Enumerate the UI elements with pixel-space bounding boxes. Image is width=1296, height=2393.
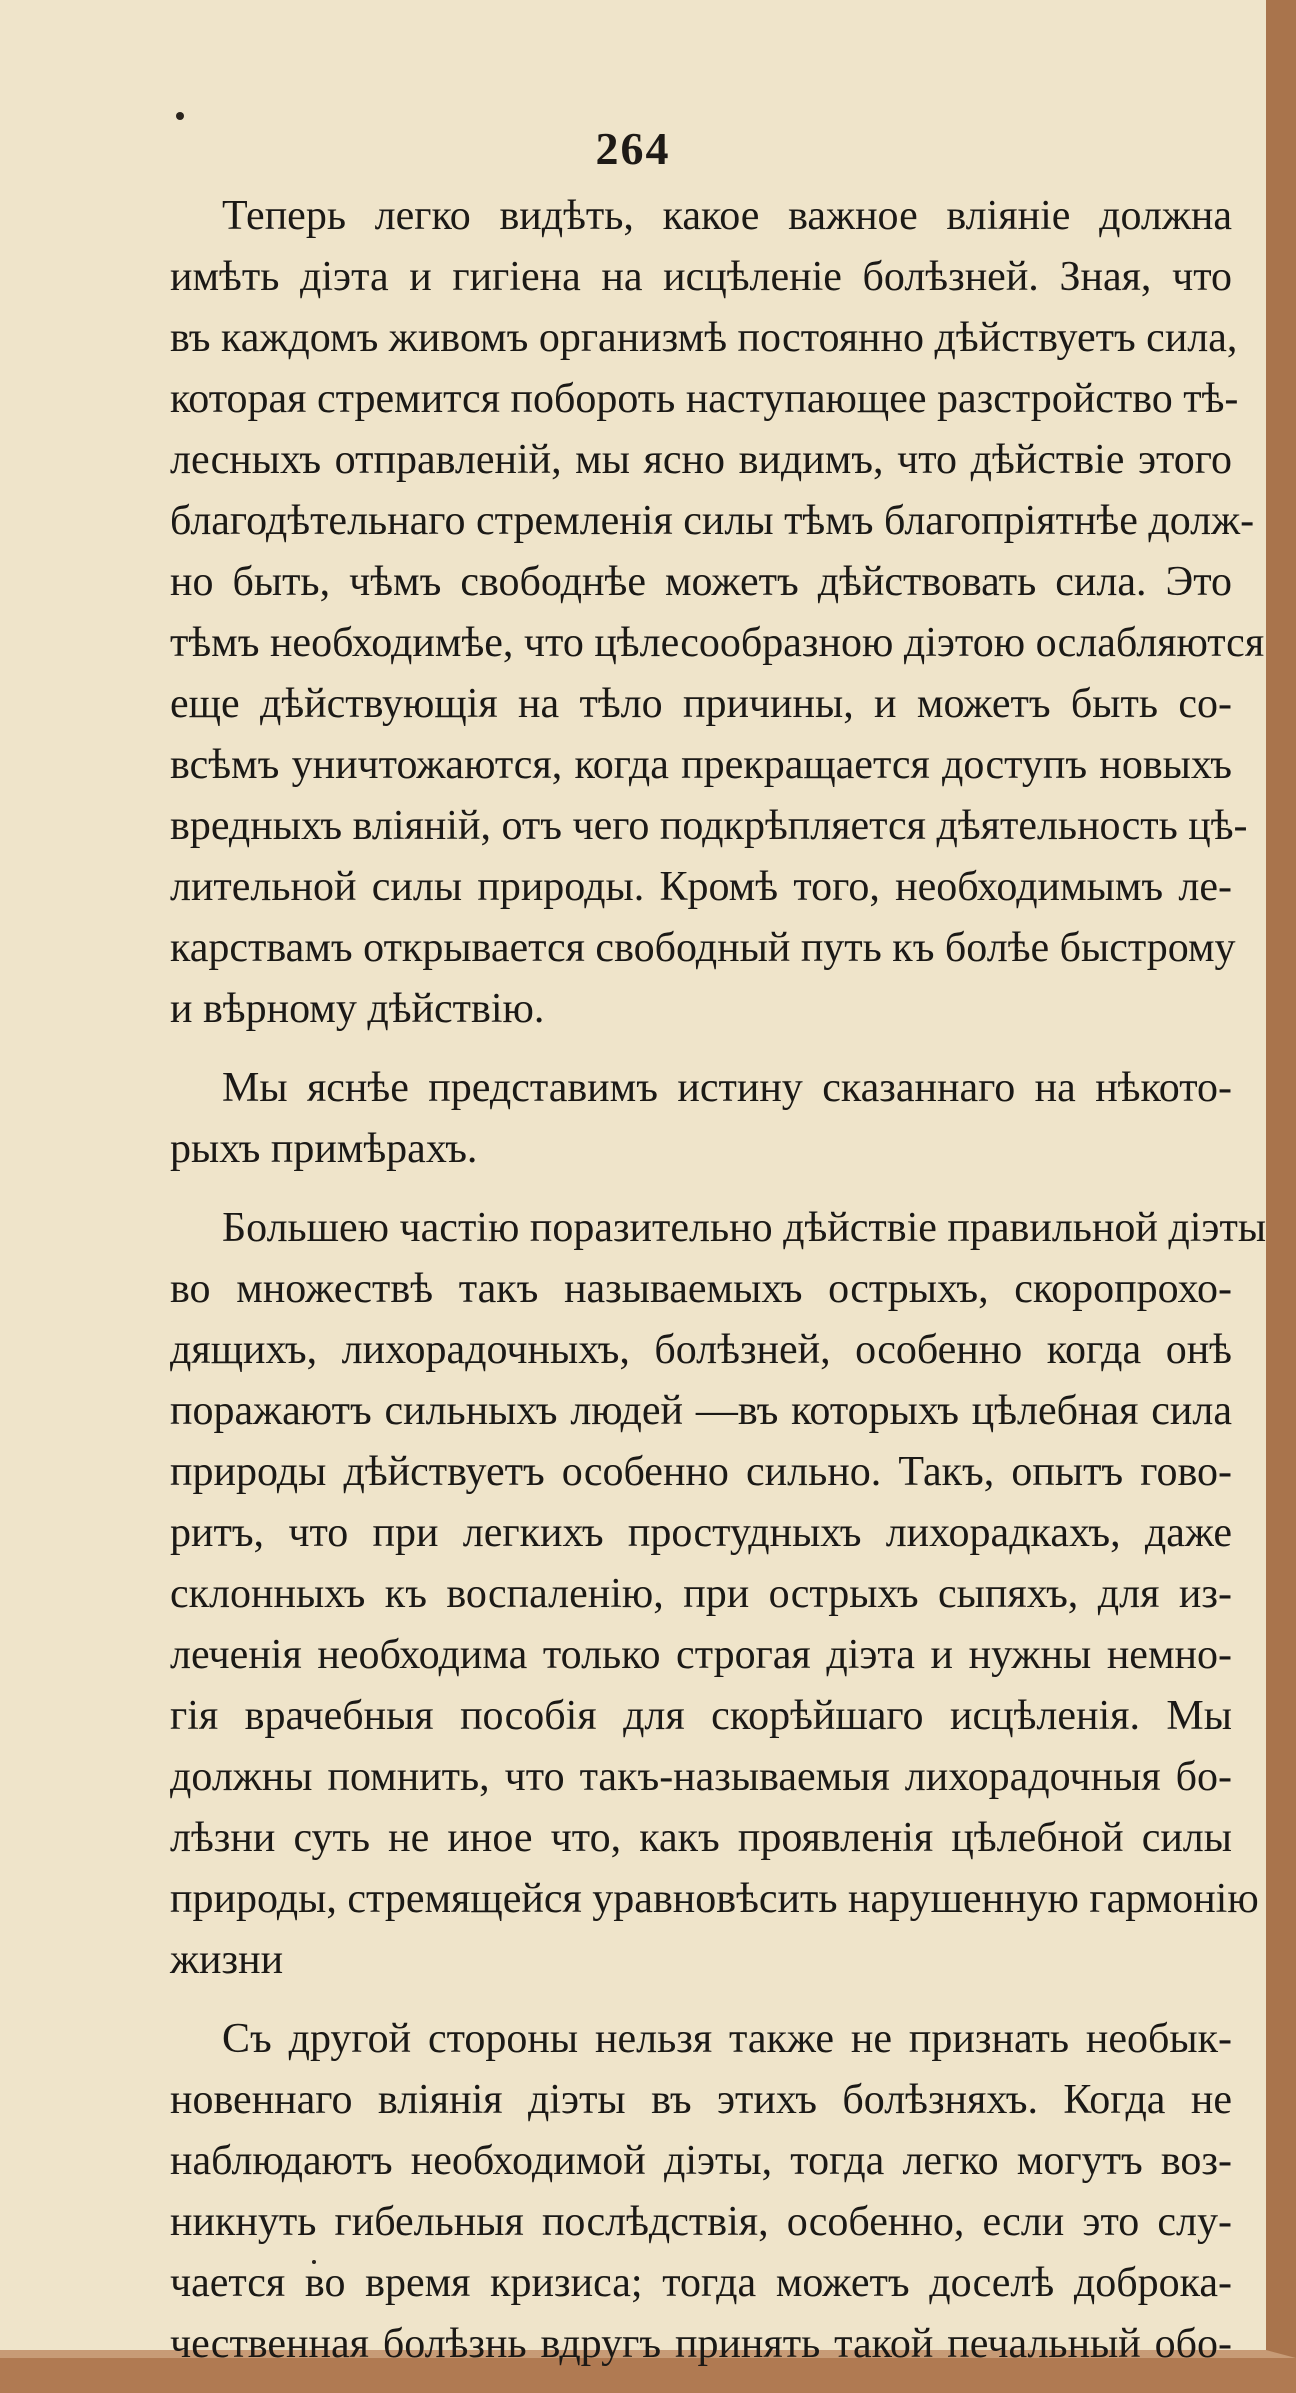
paragraph-4 <box>170 2009 1232 2375</box>
text-line: природы, стремящейся уравновѣсить нарушенную гармонію <box>170 1876 1259 1922</box>
page-number: 264 <box>595 123 671 174</box>
text-line: склонныхъ къ воспаленію, при острыхъ сыпяхъ, для из- <box>170 1571 1232 1617</box>
text-line: наблюдаютъ необходимой діэты, тогда легко могутъ воз- <box>170 2138 1232 2184</box>
text-line: которая стремится побороть наступающее разстройство тѣ- <box>170 376 1239 422</box>
text-line: гія врачебныя пособія для скорѣйшаго исцѣленія. Мы <box>170 1693 1232 1739</box>
text-line: во множествѣ такъ называемыхъ острыхъ, скоропрохо- <box>170 1266 1232 1312</box>
text-line: Большею частію поразительно дѣйствіе правильной діэты <box>222 1205 1267 1251</box>
text-line: Теперь легко видѣть, какое важное вліяніе должна <box>222 193 1232 239</box>
text-line: должны помнить, что такъ-называемыя лихорадочныя бо- <box>170 1754 1232 1800</box>
text-line: лѣзни суть не иное что, какъ проявленія цѣлебной силы <box>170 1815 1232 1861</box>
text-line: чается во время кризиса; тогда можетъ доселѣ доброка- <box>170 2260 1232 2306</box>
text-line: благодѣтельнаго стремленія силы тѣмъ благопріятнѣе долж- <box>170 498 1255 544</box>
ink-speck <box>176 112 184 120</box>
text-line: чественная болѣзнь вдругъ принять такой печальный обо- <box>170 2321 1232 2367</box>
text-line: Мы яснѣе представимъ истину сказаннаго на нѣкото- <box>222 1065 1232 1111</box>
paragraph-1 <box>170 186 1265 1040</box>
text-line: лительной силы природы. Кромѣ того, необходимымъ ле- <box>170 864 1232 910</box>
body-text <box>170 186 1267 2393</box>
text-line: Съ другой стороны нельзя также не признать необык- <box>222 2016 1232 2062</box>
text-line: новеннаго вліянія діэты въ этихъ болѣзняхъ. Когда не <box>170 2077 1232 2123</box>
text-line: природы дѣйствуетъ особенно сильно. Такъ, опытъ гово- <box>170 1449 1232 1495</box>
text-line: никнуть гибельныя послѣдствія, особенно, если это слу- <box>170 2199 1232 2245</box>
text-line: жизни <box>170 1937 284 1983</box>
text-line: карствамъ открывается свободный путь къ болѣе быстрому <box>170 925 1236 971</box>
text-line: въ каждомъ живомъ организмѣ постоянно дѣйствуетъ сила, <box>170 315 1238 361</box>
text-line: леченія необходима только строгая діэта и нужны немно- <box>170 1632 1232 1678</box>
text-line: всѣмъ уничтожаются, когда прекращается доступъ новыхъ <box>170 742 1232 788</box>
text-line: и вѣрному дѣйствію. <box>170 986 545 1032</box>
text-line: но быть, чѣмъ свободнѣе можетъ дѣйствовать сила. Это <box>170 559 1232 605</box>
text-line: рыхъ примѣрахъ. <box>170 1126 478 1172</box>
paragraph-2 <box>170 1058 1232 1180</box>
text-line: ритъ, что при легкихъ простудныхъ лихорадкахъ, даже <box>170 1510 1232 1556</box>
text-line: еще дѣйствующія на тѣло причины, и можетъ быть со- <box>170 681 1232 727</box>
text-line: вредныхъ вліяній, отъ чего подкрѣпляется дѣятельность цѣ- <box>170 803 1248 849</box>
text-line: дящихъ, лихорадочныхъ, болѣзней, особенно когда онѣ <box>170 1327 1232 1373</box>
text-line: лесныхъ отправленій, мы ясно видимъ, что дѣйствіе этого <box>170 437 1232 483</box>
paragraph-3 <box>170 1198 1267 1991</box>
text-line: тѣмъ необходимѣе, что цѣлесообразною діэтою ослабляются <box>170 620 1265 666</box>
text-line: поражаютъ сильныхъ людей —въ которыхъ цѣлебная сила <box>170 1388 1232 1434</box>
text-line: имѣть діэта и гигіена на исцѣленіе болѣзней. Зная, что <box>170 254 1232 300</box>
